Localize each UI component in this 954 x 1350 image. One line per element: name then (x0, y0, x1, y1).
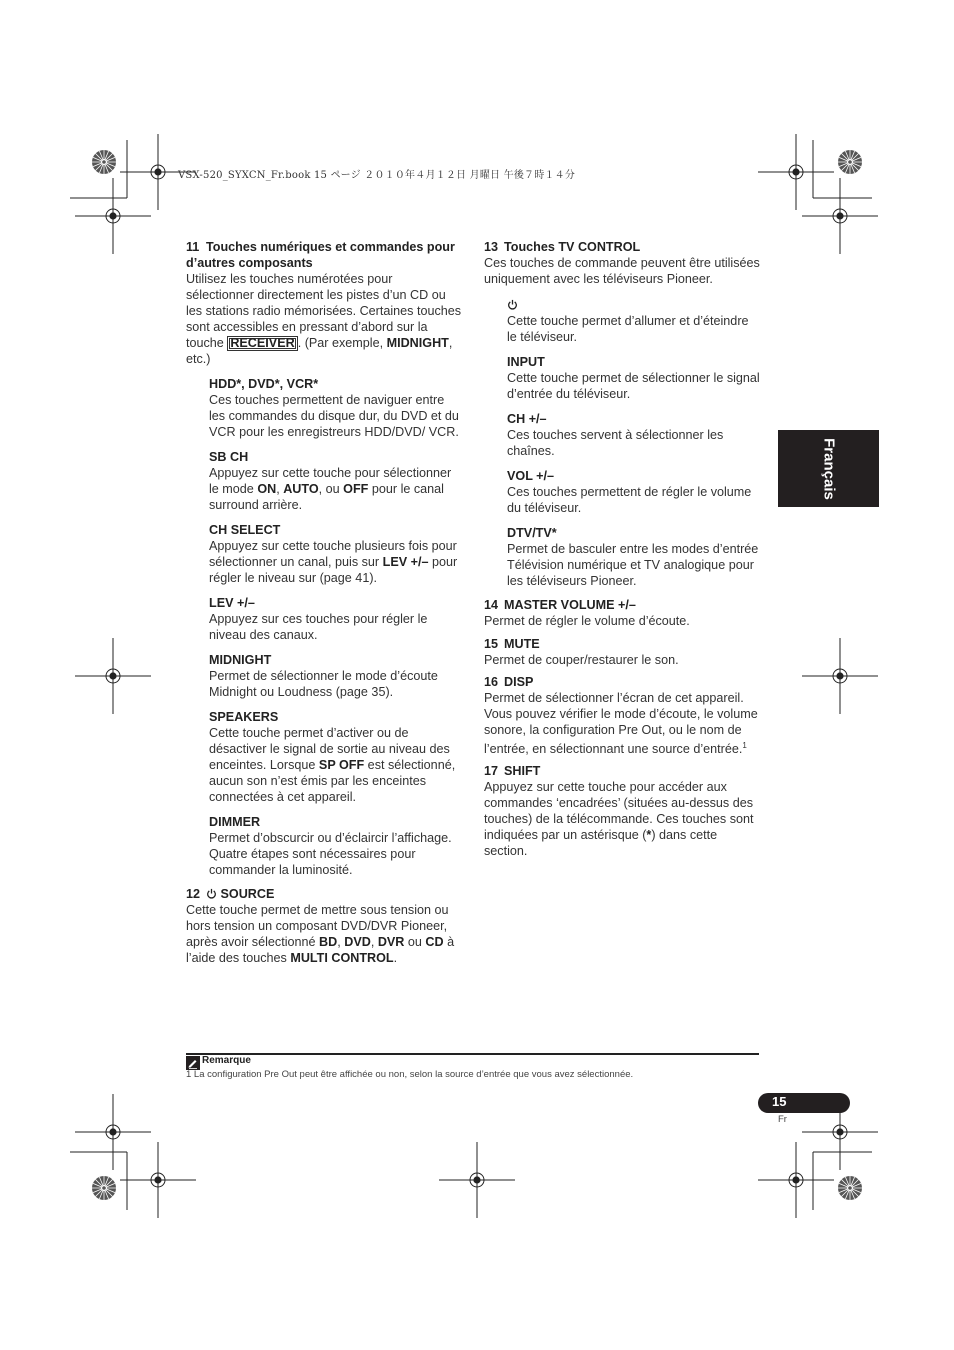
subsection-body: Ces touches permettent de naviguer entre les commandes du disque dur, du DVD et du VCR pour les enregistreurs HDD/DVD/ VCR. (209, 393, 459, 439)
section-11 (186, 239, 462, 367)
section-16 (484, 674, 760, 757)
subsection-vol (507, 468, 760, 516)
section-number: 11 (186, 240, 200, 254)
section-12-body: Cette touche permet de mettre sous tension ou hors tension un composant DVD/DVR Pioneer, après avoir sélectionné BD, DVD, DVR ou CD à l’aide des touches MULTI CONTROL. (186, 903, 455, 965)
page-number-badge (758, 1093, 850, 1113)
subsection-body: Cette touche permet d’activer ou de désactiver le signal de sortie au niveau des enceintes. Lorsque SP OFF est sélectionné, aucun son n’est émis par les enceintes connectées à cet appareil. (209, 726, 456, 804)
section-13 (484, 239, 760, 287)
language-tab (778, 430, 879, 507)
subsection-title: CH +/– (507, 412, 547, 426)
power-icon (507, 299, 518, 310)
section-title: Touches TV CONTROL (504, 240, 641, 254)
subsection-title: CH SELECT (209, 523, 281, 537)
subsection-title: MIDNIGHT (209, 653, 272, 667)
section-14 (484, 597, 760, 629)
page-number: 15 (772, 1094, 787, 1109)
subsection-dimmer (209, 814, 462, 878)
section-number: 13 (484, 240, 499, 254)
subsection-body: Permet d’obscurcir ou d’éclaircir l’affichage. Quatre étapes sont nécessaires pour commander la luminosité. (209, 831, 452, 877)
subsection-midnight (209, 652, 462, 700)
section-title: DISP (504, 675, 534, 689)
footnote-1: 1 La configuration Pre Out peut être affichée ou non, selon la source d’entrée que vous avez sélectionnée. (186, 1069, 634, 1080)
subsection-title: DIMMER (209, 815, 261, 829)
subsection-title: VOL +/– (507, 469, 555, 483)
language-tab-label: Français (820, 437, 837, 500)
section-body: Permet de sélectionner l’écran de cet appareil. Vous pouvez vérifier le mode d’écoute, le volume sonore, la configuration Pre Out, ou le nom de l’entrée, en sélectionnant une source d’entrée.$^1$ (484, 691, 758, 757)
section-body: Permet de régler le volume d’écoute. (484, 614, 690, 628)
receiver-key: RECEIVER (227, 336, 297, 351)
subsection-sb-ch (209, 449, 462, 513)
section-number: 15 (484, 637, 499, 651)
subsection-title: SB CH (209, 450, 249, 464)
section-11-heading (186, 239, 462, 271)
subsection-title: LEV +/– (209, 596, 255, 610)
note-icon (186, 1056, 200, 1070)
subsection-title: HDD*, DVD*, VCR* (209, 377, 319, 391)
right-column (484, 239, 760, 859)
section-17 (484, 763, 760, 859)
section-number: 14 (484, 598, 499, 612)
subsection-body: Cette touche permet d’allumer et d’éteindre le téléviseur. (507, 314, 749, 344)
section-title: SHIFT (504, 764, 541, 779)
note-title: Remarque (202, 1055, 251, 1066)
subsection-body: Appuyez sur ces touches pour régler le niveau des canaux. (209, 612, 428, 642)
subsection-input (507, 354, 760, 402)
section-11-body: Utilisez les touches numérotées pour sélectionner directement les pistes d’un CD ou les stations radio mémorisées. Certaines touches sont accessibles en pressant d’abord sur la touche RECEIVER . (Par exemple, MIDNIGHT, etc.) (186, 272, 462, 366)
section-title: MUTE (504, 637, 540, 651)
footer-rule (186, 1053, 759, 1055)
section-15 (484, 636, 760, 668)
section-number: 17 (484, 764, 499, 779)
section-number: 16 (484, 675, 499, 689)
subsection-body: Cette touche permet de sélectionner le signal d’entrée du téléviseur. (507, 371, 760, 401)
section-title: SOURCE (220, 887, 275, 901)
section-title: Touches numériques et commandes pour d’autres composants (186, 240, 455, 270)
subsection-title: DTV/TV* (507, 526, 557, 540)
subsection-body: Permet de basculer entre les modes d’entrée Télévision numérique et TV analogique pour les téléviseurs Pioneer. (507, 542, 759, 588)
section-12 (186, 886, 462, 966)
section-13-body: Ces touches de commande peuvent être utilisées uniquement avec les téléviseurs Pioneer. (484, 256, 760, 286)
left-column (186, 239, 462, 966)
subsection-body: Ces touches servent à sélectionner les chaînes. (507, 428, 724, 458)
section-title: MASTER VOLUME +/– (504, 598, 636, 612)
page-language-code: Fr (778, 1114, 787, 1125)
subsection-dtv (507, 525, 760, 589)
section-13-heading (484, 239, 760, 255)
subsection-body: Permet de sélectionner le mode d’écoute Midnight ou Loudness (page 35). (209, 669, 438, 699)
section-body: Appuyez sur cette touche pour accéder aux commandes ‘encadrées’ (situées au-dessus des touches) de la télécommande. Ces touches sont indiquées par un astérisque (*) dans cette section. (484, 780, 754, 859)
power-icon (206, 888, 217, 899)
subsection-title: SPEAKERS (209, 710, 279, 724)
subsection-speakers (209, 709, 462, 805)
subsection-ch-select (209, 522, 462, 586)
subsection-body: Ces touches permettent de régler le volume du téléviseur. (507, 485, 752, 515)
subsection-hdd (209, 376, 462, 440)
subsection-ch (507, 411, 760, 459)
subsection-lev (209, 595, 462, 643)
footnote-ref: 1 (742, 741, 747, 750)
print-header: VSX-520_SYXCN_Fr.book 15 ページ ２０１０年４月１２日 月曜日 午後７時１４分 (178, 170, 576, 181)
section-number: 12 (186, 887, 201, 901)
subsection-tv-power (507, 297, 760, 345)
subsection-body: Appuyez sur cette touche plusieurs fois pour sélectionner un canal, puis sur LEV +/– pour régler le niveau sur (page 41). (209, 539, 458, 585)
subsection-title: INPUT (507, 355, 545, 369)
section-body: Permet de couper/restaurer le son. (484, 653, 679, 667)
section-12-heading (186, 886, 462, 902)
subsection-body: Appuyez sur cette touche pour sélectionner le mode ON, AUTO, ou OFF pour le canal surround arrière. (209, 466, 452, 512)
